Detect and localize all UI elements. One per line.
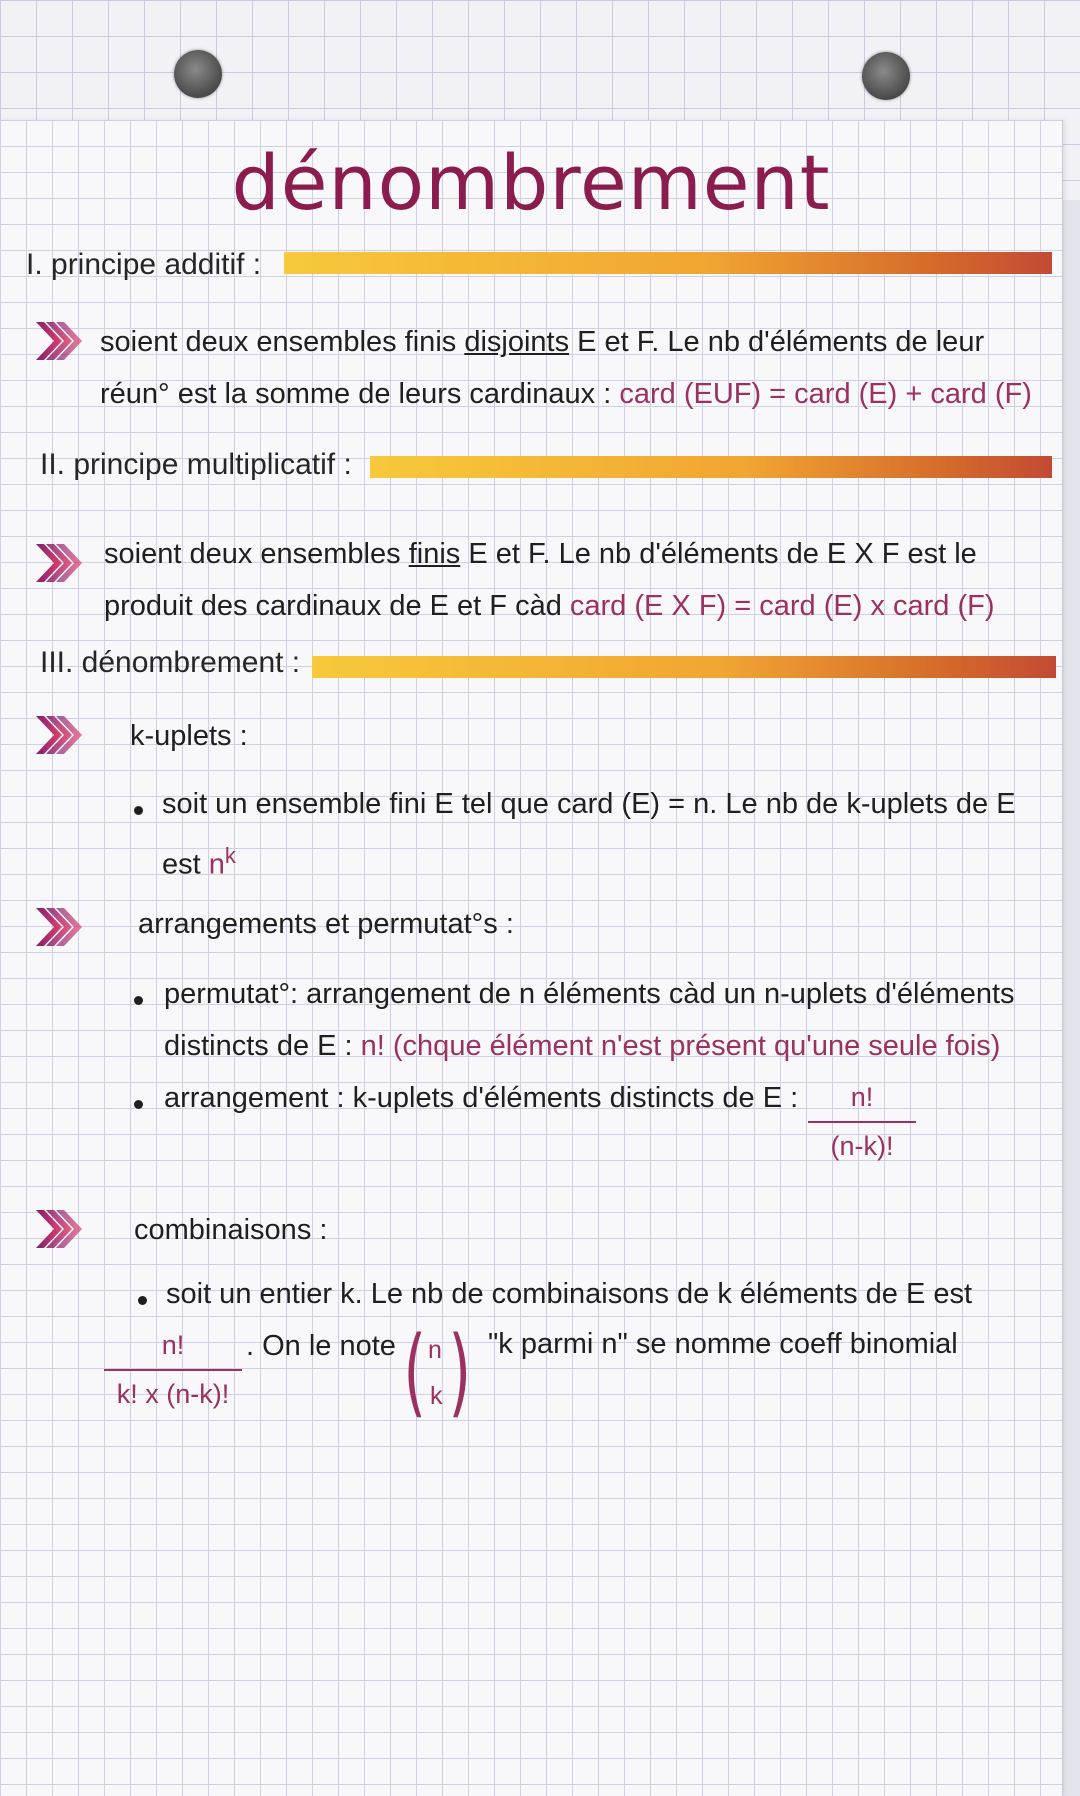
fraction-bar [808,1121,916,1123]
binder-hole-right [862,52,910,100]
triple-chevron-icon [34,1206,82,1252]
binder-hole-left [174,50,222,98]
fraction-denominator: (n-k)! [830,1131,894,1161]
heading-highlight-bar [284,252,1052,274]
formula-exponent: k [224,843,236,868]
text-segment: est [162,848,209,881]
permutation-line-2 [164,1020,1000,1072]
right-parenthesis: ) [448,1316,471,1428]
fraction-denominator: k! x (n-k)! [116,1379,230,1409]
multiplicatif-line-1 [104,528,977,580]
arrangement-line: arrangement : k-uplets d'éléments distincts de E : [164,1082,799,1114]
underlined-word: disjoints [464,326,570,358]
formula: n! (chque élément n'est présent qu'une seule fois) [360,1030,1001,1062]
combinaisons-binomial-label: "k parmi n" se nomme coeff binomial [488,1328,958,1360]
fraction-bar [104,1369,242,1371]
triple-chevron-icon [34,318,82,364]
bullet-dot [138,1296,147,1305]
arrangement-fraction [808,1082,916,1162]
note-card [0,120,1063,1796]
triple-chevron-icon [34,540,82,586]
heading-principe-additif: I. principe additif : [26,248,262,281]
arrangements-title: arrangements et permutat°s : [138,908,514,940]
kuplets-bullet-line-2 [162,830,236,891]
text-segment: réun° est la somme de leurs cardinaux : [100,378,620,410]
fraction-numerator: n! [850,1082,874,1112]
bullet-dot [134,1100,143,1109]
page-title: dénombrement [231,138,831,227]
kuplets-bullet-line-1: soit un ensemble fini E tel que card (E) = n. Le nb de k-uplets de E [162,788,1016,820]
text-segment: soient deux ensembles finis [100,326,465,358]
combinaisons-note: . On le note [246,1330,396,1362]
binomial-bottom: k [430,1382,443,1410]
text-segment: E et F. Le nb d'éléments de E X F est le [460,538,977,570]
additif-line-2 [100,368,1032,420]
binomial-coefficient [402,1316,472,1428]
text-segment: soient deux ensembles [104,538,409,570]
left-parenthesis: ( [403,1316,426,1428]
multiplicatif-line-2 [104,580,994,632]
combinaison-fraction [104,1330,242,1410]
text-segment: distincts de E : [164,1030,361,1062]
combinaisons-line-1: soit un entier k. Le nb de combinaisons de k éléments de E est [166,1278,973,1310]
triple-chevron-icon [34,904,82,950]
heading-principe-multiplicatif: II. principe multiplicatif : [40,448,352,481]
text-segment: produit des cardinaux de E et F càd [104,590,570,622]
fraction-numerator: n! [161,1330,185,1360]
triple-chevron-icon [34,712,82,758]
underlined-word: finis [408,538,461,570]
formula-base: n [208,848,225,881]
bullet-dot [134,806,143,815]
heading-denombrement: III. dénombrement : [40,646,301,679]
formula: card (E X F) = card (E) x card (F) [569,590,995,622]
kuplets-title: k-uplets : [130,720,248,752]
formula: card (EUF) = card (E) + card (F) [619,378,1032,410]
heading-highlight-bar [370,456,1052,478]
bullet-dot [134,996,143,1005]
additif-line-1 [100,316,984,368]
heading-highlight-bar [312,656,1056,678]
binomial-top: n [428,1336,442,1364]
combinaisons-title: combinaisons : [134,1214,328,1246]
permutation-line-1: permutat°: arrangement de n éléments càd un n-uplets d'éléments [164,978,1015,1010]
text-segment: E et F. Le nb d'éléments de leur [569,326,985,358]
